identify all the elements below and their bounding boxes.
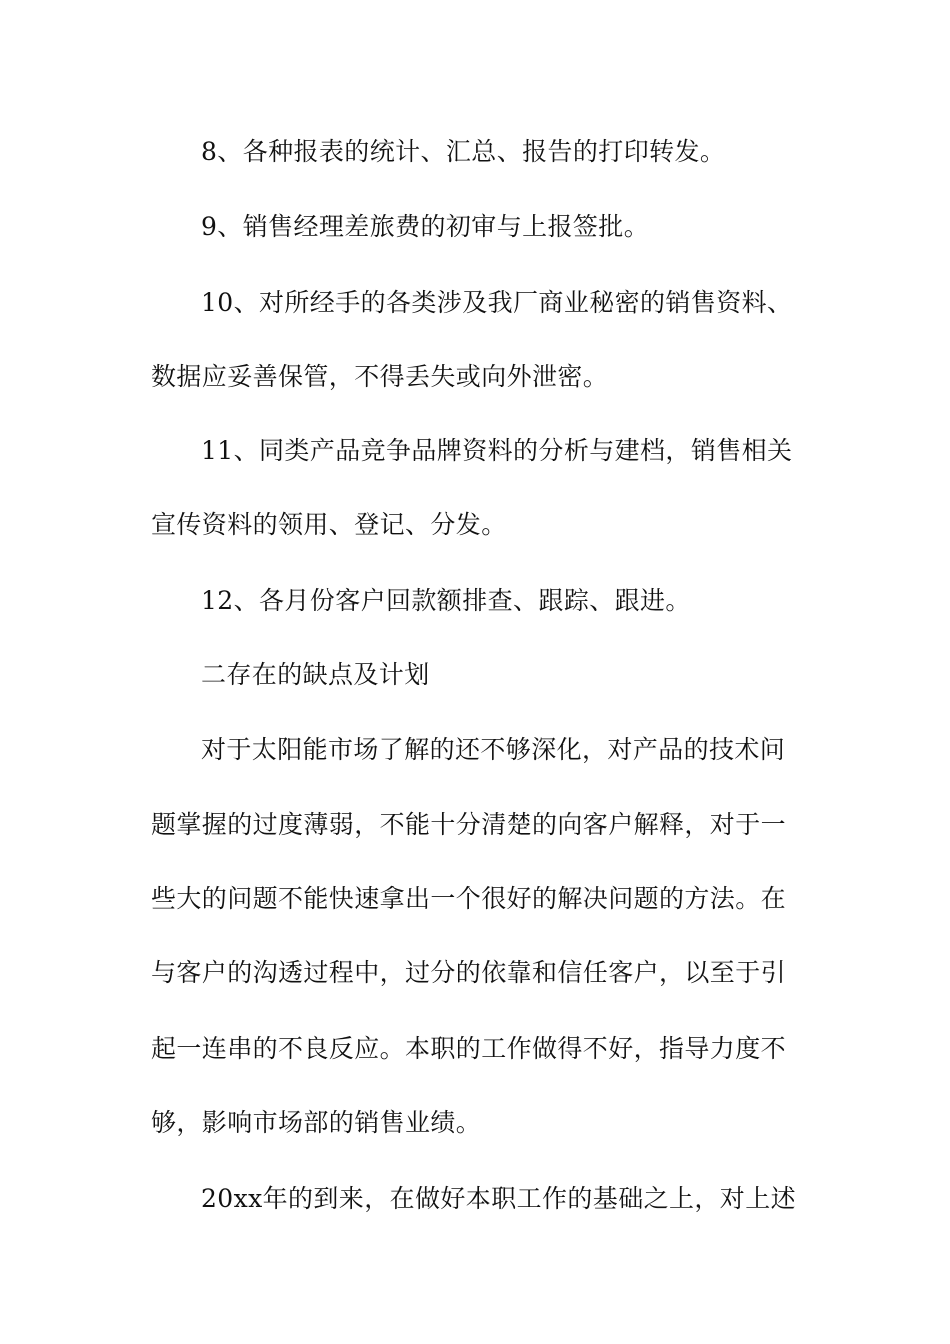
- list-item-11-line-2: 宣传资料的领用、登记、分发。: [151, 510, 507, 539]
- list-item-10-line-1: 10、对所经手的各类涉及我厂商业秘密的销售资料、: [201, 288, 793, 317]
- list-item-12: 12、各月份客户回款额排查、跟踪、跟进。: [201, 586, 691, 615]
- paragraph-shortcomings-line-3: 些大的问题不能快速拿出一个很好的解决问题的方法。在: [151, 884, 787, 913]
- list-item-8: 8、各种报表的统计、汇总、报告的打印转发。: [201, 137, 726, 166]
- paragraph-shortcomings-line-2: 题掌握的过度薄弱，不能十分清楚的向客户解释，对于一: [151, 810, 787, 839]
- section-heading: 二存在的缺点及计划: [201, 660, 430, 689]
- paragraph-shortcomings-line-5: 起一连串的不良反应。本职的工作做得不好，指导力度不: [151, 1034, 787, 1063]
- list-item-10-line-2: 数据应妥善保管，不得丢失或向外泄密。: [151, 362, 609, 391]
- paragraph-shortcomings-line-4: 与客户的沟透过程中，过分的依靠和信任客户，以至于引: [151, 958, 787, 987]
- paragraph-shortcomings-line-1: 对于太阳能市场了解的还不够深化，对产品的技术问: [201, 735, 786, 764]
- list-item-11-line-1: 11、同类产品竞争品牌资料的分析与建档，销售相关: [201, 436, 793, 465]
- list-item-9: 9、销售经理差旅费的初审与上报签批。: [201, 212, 650, 241]
- paragraph-plan-line-1: 20xx年的到来，在做好本职工作的基础之上，对上述: [201, 1184, 797, 1213]
- paragraph-shortcomings-line-6: 够，影响市场部的销售业绩。: [151, 1108, 482, 1137]
